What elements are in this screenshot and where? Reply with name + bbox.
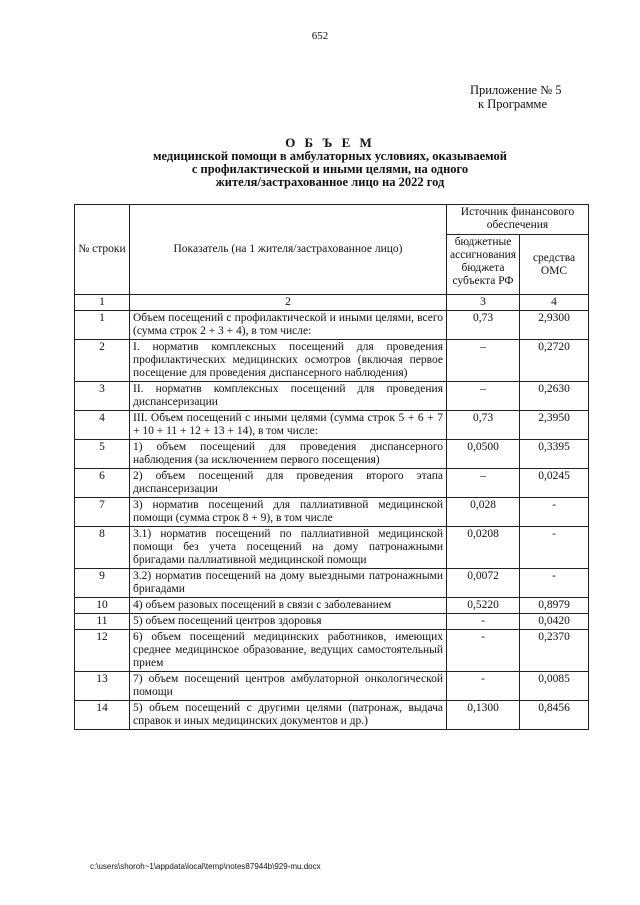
- budget-value-cell: 0,5220: [447, 598, 520, 614]
- row-number-cell: 11: [75, 614, 130, 630]
- oms-value-cell: 0,0420: [520, 614, 589, 630]
- indicator-cell: Объем посещений с профилактической и иными целями, всего (сумма строк 2 + 3 + 4), в том числе:: [130, 311, 447, 340]
- budget-value-cell: -: [447, 614, 520, 630]
- header-funding-source: Источник финансового обеспечения: [447, 205, 589, 235]
- indicator-cell: 3.2) норматив посещений на дому выездными патронажными бригадами: [130, 569, 447, 598]
- row-number-cell: 1: [75, 311, 130, 340]
- budget-value-cell: 0,0500: [447, 440, 520, 469]
- header-oms: средства ОМС: [520, 235, 589, 295]
- appendix-note: [470, 83, 562, 111]
- table-row: [75, 630, 589, 672]
- indicator-cell: 3.1) норматив посещений по паллиативной медицинской помощи без учета посещений на дому патронажными бригадами паллиативной медицинской помощи: [130, 527, 447, 569]
- row-number-cell: 6: [75, 469, 130, 498]
- oms-value-cell: -: [520, 498, 589, 527]
- row-number-cell: 12: [75, 630, 130, 672]
- budget-value-cell: 0,73: [447, 411, 520, 440]
- oms-value-cell: 0,2370: [520, 630, 589, 672]
- table-row: [75, 701, 589, 730]
- budget-value-cell: –: [447, 340, 520, 382]
- header-indicator: Показатель (на 1 жителя/застрахованное лицо): [130, 205, 447, 295]
- oms-value-cell: 0,2630: [520, 382, 589, 411]
- budget-value-cell: 0,73: [447, 311, 520, 340]
- col-number-3: 3: [447, 295, 520, 311]
- title-line-1: медицинской помощи в амбулаторных условиях, оказываемой: [153, 149, 507, 163]
- budget-value-cell: -: [447, 672, 520, 701]
- row-number-cell: 3: [75, 382, 130, 411]
- volume-table: [74, 204, 589, 730]
- row-number-cell: 13: [75, 672, 130, 701]
- budget-value-cell: 0,1300: [447, 701, 520, 730]
- oms-value-cell: 2,9300: [520, 311, 589, 340]
- budget-value-cell: 0,0208: [447, 527, 520, 569]
- table-row: [75, 569, 589, 598]
- table-row: [75, 440, 589, 469]
- table-row: [75, 382, 589, 411]
- indicator-cell: 6) объем посещений медицинских работников, имеющих среднее медицинское образование, ведущих самостоятельный прием: [130, 630, 447, 672]
- appendix-line-1: Приложение № 5: [470, 83, 562, 97]
- indicator-cell: 7) объем посещений центров амбулаторной онкологической помощи: [130, 672, 447, 701]
- indicator-cell: 5) объем посещений центров здоровья: [130, 614, 447, 630]
- row-number-cell: 5: [75, 440, 130, 469]
- oms-value-cell: 0,0085: [520, 672, 589, 701]
- indicator-cell: I. норматив комплексных посещений для проведения профилактических медицинских осмотров (включая первое посещение для проведения диспансерного наблюдения): [130, 340, 447, 382]
- appendix-line-2: к Программе: [478, 97, 548, 111]
- oms-value-cell: 0,0245: [520, 469, 589, 498]
- indicator-cell: 5) объем посещений с другими целями (патронаж, выдача справок и иных медицинских документов и др.): [130, 701, 447, 730]
- title-line-2: с профилактической и иными целями, на одного: [191, 162, 469, 176]
- indicator-cell: 4) объем разовых посещений в связи с заболеванием: [130, 598, 447, 614]
- table-row: [75, 498, 589, 527]
- file-path-footer: c:\users\shoroh~1\appdata\local\temp\notes87944b\929-mu.docx: [90, 862, 321, 871]
- budget-value-cell: -: [447, 630, 520, 672]
- table-row: [75, 598, 589, 614]
- budget-value-cell: 0,028: [447, 498, 520, 527]
- budget-value-cell: 0,0072: [447, 569, 520, 598]
- col-number-1: 1: [75, 295, 130, 311]
- table-row: [75, 411, 589, 440]
- col-number-2: 2: [130, 295, 447, 311]
- table-row: [75, 340, 589, 382]
- row-number-cell: 14: [75, 701, 130, 730]
- title-line-3: жителя/застрахованное лицо на 2022 год: [215, 175, 445, 189]
- row-number-cell: 8: [75, 527, 130, 569]
- indicator-cell: 2) объем посещений для проведения второго этапа диспансеризации: [130, 469, 447, 498]
- table-row: [75, 672, 589, 701]
- budget-value-cell: –: [447, 469, 520, 498]
- row-number-cell: 4: [75, 411, 130, 440]
- row-number-cell: 9: [75, 569, 130, 598]
- header-budget: бюджетные ассигнования бюджета субъекта РФ: [447, 235, 520, 295]
- indicator-cell: 3) норматив посещений для паллиативной медицинской помощи (сумма строк 8 + 9), в том числе: [130, 498, 447, 527]
- indicator-cell: III. Объем посещений с иными целями (сумма строк 5 + 6 + 7 + 10 + 11 + 12 + 13 + 14), в том числе:: [130, 411, 447, 440]
- oms-value-cell: -: [520, 569, 589, 598]
- oms-value-cell: -: [520, 527, 589, 569]
- col-number-4: 4: [520, 295, 589, 311]
- oms-value-cell: 0,8456: [520, 701, 589, 730]
- row-number-cell: 2: [75, 340, 130, 382]
- oms-value-cell: 0,3395: [520, 440, 589, 469]
- oms-value-cell: 2,3950: [520, 411, 589, 440]
- indicator-cell: II. норматив комплексных посещений для проведения диспансеризации: [130, 382, 447, 411]
- indicator-cell: 1) объем посещений для проведения диспансерного наблюдения (за исключением первого посещения): [130, 440, 447, 469]
- oms-value-cell: 0,2720: [520, 340, 589, 382]
- table-row: [75, 527, 589, 569]
- title-main: О Б Ъ Е М: [285, 135, 375, 150]
- oms-value-cell: 0,8979: [520, 598, 589, 614]
- table-row: [75, 614, 589, 630]
- table-row: [75, 311, 589, 340]
- document-title: [100, 136, 560, 189]
- page-number: 652: [311, 30, 329, 42]
- header-row-number: № строки: [75, 205, 130, 295]
- row-number-cell: 10: [75, 598, 130, 614]
- table-row: [75, 469, 589, 498]
- budget-value-cell: –: [447, 382, 520, 411]
- row-number-cell: 7: [75, 498, 130, 527]
